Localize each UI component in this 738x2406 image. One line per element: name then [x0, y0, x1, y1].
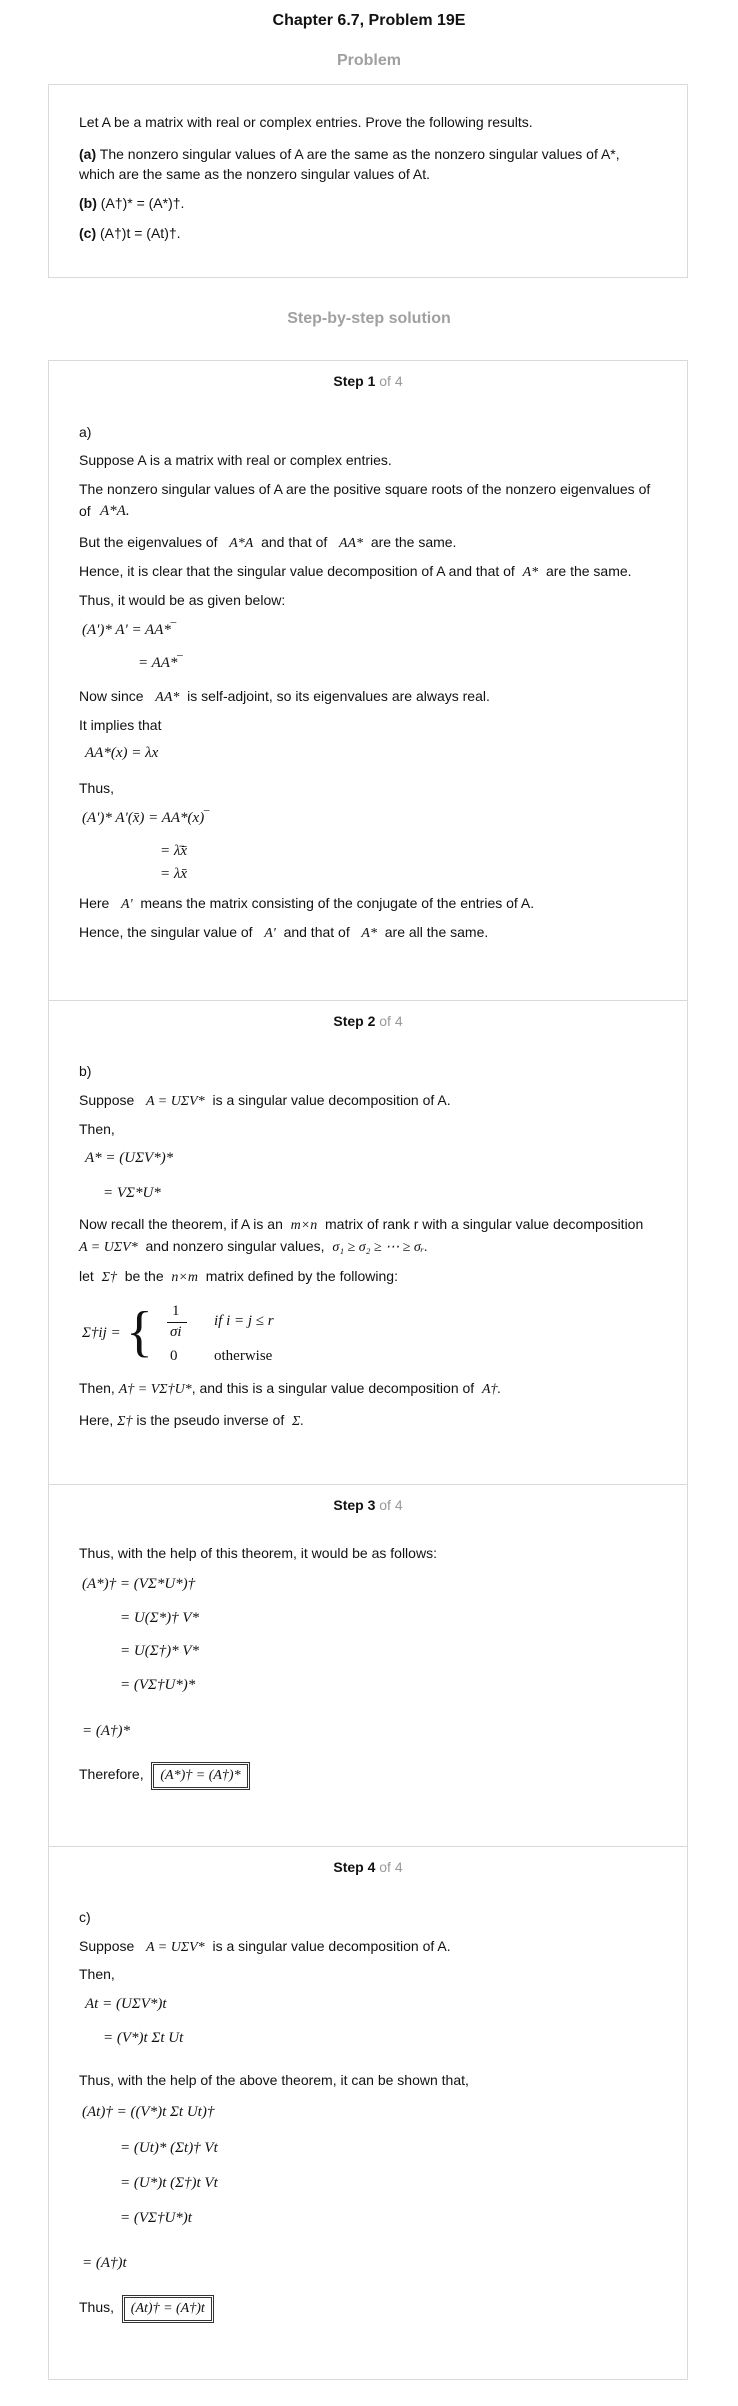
problem-part-b: (b) (A†)* = (A*)†.: [79, 195, 185, 211]
step2-part: b): [79, 1063, 92, 1079]
step3-conclusion: Therefore, (A*)† = (A†)*: [79, 1762, 250, 1790]
step1-eq3b: = λ̄x̄: [160, 843, 188, 859]
solution-section-label: Step-by-step solution: [287, 310, 451, 327]
step1-l4: Hence, it is clear that the singular value decomposition of A and that of A* are the same.: [79, 563, 632, 580]
problem-section-label: Problem: [336, 52, 401, 69]
step1-l6: Now since AA* is self-adjoint, so its eigenvalues are always real.: [79, 688, 490, 705]
step1-eq1a: (A')* A' = AA*‾: [82, 622, 176, 638]
step1-l3: But the eigenvalues of A*A and that of AA* are the same.: [79, 534, 457, 551]
step4-l2: Then,: [79, 1966, 115, 1982]
step1-l2: The nonzero singular values of A are the positive square roots of the nonzero eigenvalues of: [79, 481, 651, 497]
step2-l5: let Σ† be the n×m matrix defined by the following:: [79, 1268, 398, 1285]
divider-1: [48, 1000, 688, 1001]
step-4-header: Step 4 of 4: [333, 1859, 403, 1875]
step1-part: a): [79, 424, 92, 440]
step2-l4: A = UΣV* and nonzero singular values, σ₁ ≥ σ₂ ≥ ⋯ ≥ σᵣ.: [79, 1238, 428, 1255]
step2-eq1b: = VΣ*U*: [103, 1185, 161, 1201]
step2-l2: Then,: [79, 1121, 115, 1137]
step4-e2: = (Ut)* (Σt)† Vt: [120, 2140, 218, 2156]
step2-eq1a: A* = (UΣV*)*: [85, 1150, 174, 1166]
step4-e4: = (VΣ†U*)t: [120, 2210, 192, 2226]
step4-conclusion: Thus, (At)† = (A†)t: [79, 2295, 214, 2323]
step1-eq1b: = AA*‾: [138, 655, 183, 671]
step3-l1: Thus, with the help of this theorem, it would be as follows:: [79, 1545, 437, 1561]
step2-l7: Here, Σ† is the pseudo inverse of Σ.: [79, 1412, 304, 1429]
step2-l3: Now recall the theorem, if A is an m×n matrix of rank r with a singular value decomposition: [79, 1216, 644, 1233]
step3-boxed-result: (A*)† = (A†)*: [151, 1762, 249, 1790]
step4-e3: = (U*)t (Σ†)t Vt: [120, 2175, 218, 2191]
step4-eq1a: At = (UΣV*)t: [85, 1996, 167, 2012]
step1-l5: Thus, it would be as given below:: [79, 592, 286, 608]
step1-eq3c: = λx̄: [160, 866, 188, 882]
step1-l7: It implies that: [79, 717, 162, 733]
step2-l6: Then, A† = VΣ†U*, and this is a singular value decomposition of A†.: [79, 1380, 502, 1397]
step1-l1: Suppose A is a matrix with real or complex entries.: [79, 452, 392, 468]
step2-piecewise: Σ†ij = { 1 σi if i = j ≤ r 0 otherwise: [82, 1301, 274, 1364]
step3-e5: = (A†)*: [82, 1723, 131, 1739]
step-3-header: Step 3 of 4: [333, 1497, 403, 1513]
divider-3: [48, 1846, 688, 1847]
step1-eq3a: (A')* A'(x̄) = AA*(x)‾: [82, 810, 210, 826]
step1-l9: Here A' means the matrix consisting of the conjugate of the entries of A.: [79, 895, 535, 912]
step1-l2b: A*A.: [100, 503, 130, 519]
step4-boxed-result: (At)† = (A†)t: [122, 2295, 214, 2323]
step-1-header: Step 1 of 4: [333, 373, 403, 389]
step3-e1: (A*)† = (VΣ*U*)†: [82, 1576, 196, 1592]
step1-l10: Hence, the singular value of A' and that of A* are all the same.: [79, 924, 489, 941]
step1-eq2: AA*(x) = λx: [85, 745, 159, 761]
step3-e3: = U(Σ†)* V*: [120, 1643, 200, 1659]
step1-l8: Thus,: [79, 780, 115, 796]
step4-e1: (At)† = ((V*)t Σt Ut)†: [82, 2104, 215, 2120]
divider-2: [48, 1484, 688, 1485]
step4-l1: Suppose A = UΣV* is a singular value decomposition of A.: [79, 1938, 451, 1955]
step4-part: c): [79, 1909, 91, 1925]
step4-eq1b: = (V*)t Σt Ut: [103, 2030, 184, 2046]
problem-part-c: (c) (A†)t = (At)†.: [79, 225, 181, 241]
problem-part-a: (a) The nonzero singular values of A are the same as the nonzero singular values of A*, which are the same as the nonzero singular values of At.: [79, 146, 620, 182]
step4-e5: = (A†)t: [82, 2255, 127, 2271]
step1-l2b-of: of: [79, 503, 91, 519]
page-title: Chapter 6.7, Problem 19E: [272, 12, 466, 29]
step3-e4: = (VΣ†U*)*: [120, 1677, 196, 1693]
problem-intro: Let A be a matrix with real or complex entries. Prove the following results.: [79, 114, 533, 130]
step4-l3: Thus, with the help of the above theorem, it can be shown that,: [79, 2072, 469, 2088]
step2-l1: Suppose A = UΣV* is a singular value decomposition of A.: [79, 1092, 451, 1109]
step-2-header: Step 2 of 4: [333, 1013, 403, 1029]
step3-e2: = U(Σ*)† V*: [120, 1610, 200, 1626]
